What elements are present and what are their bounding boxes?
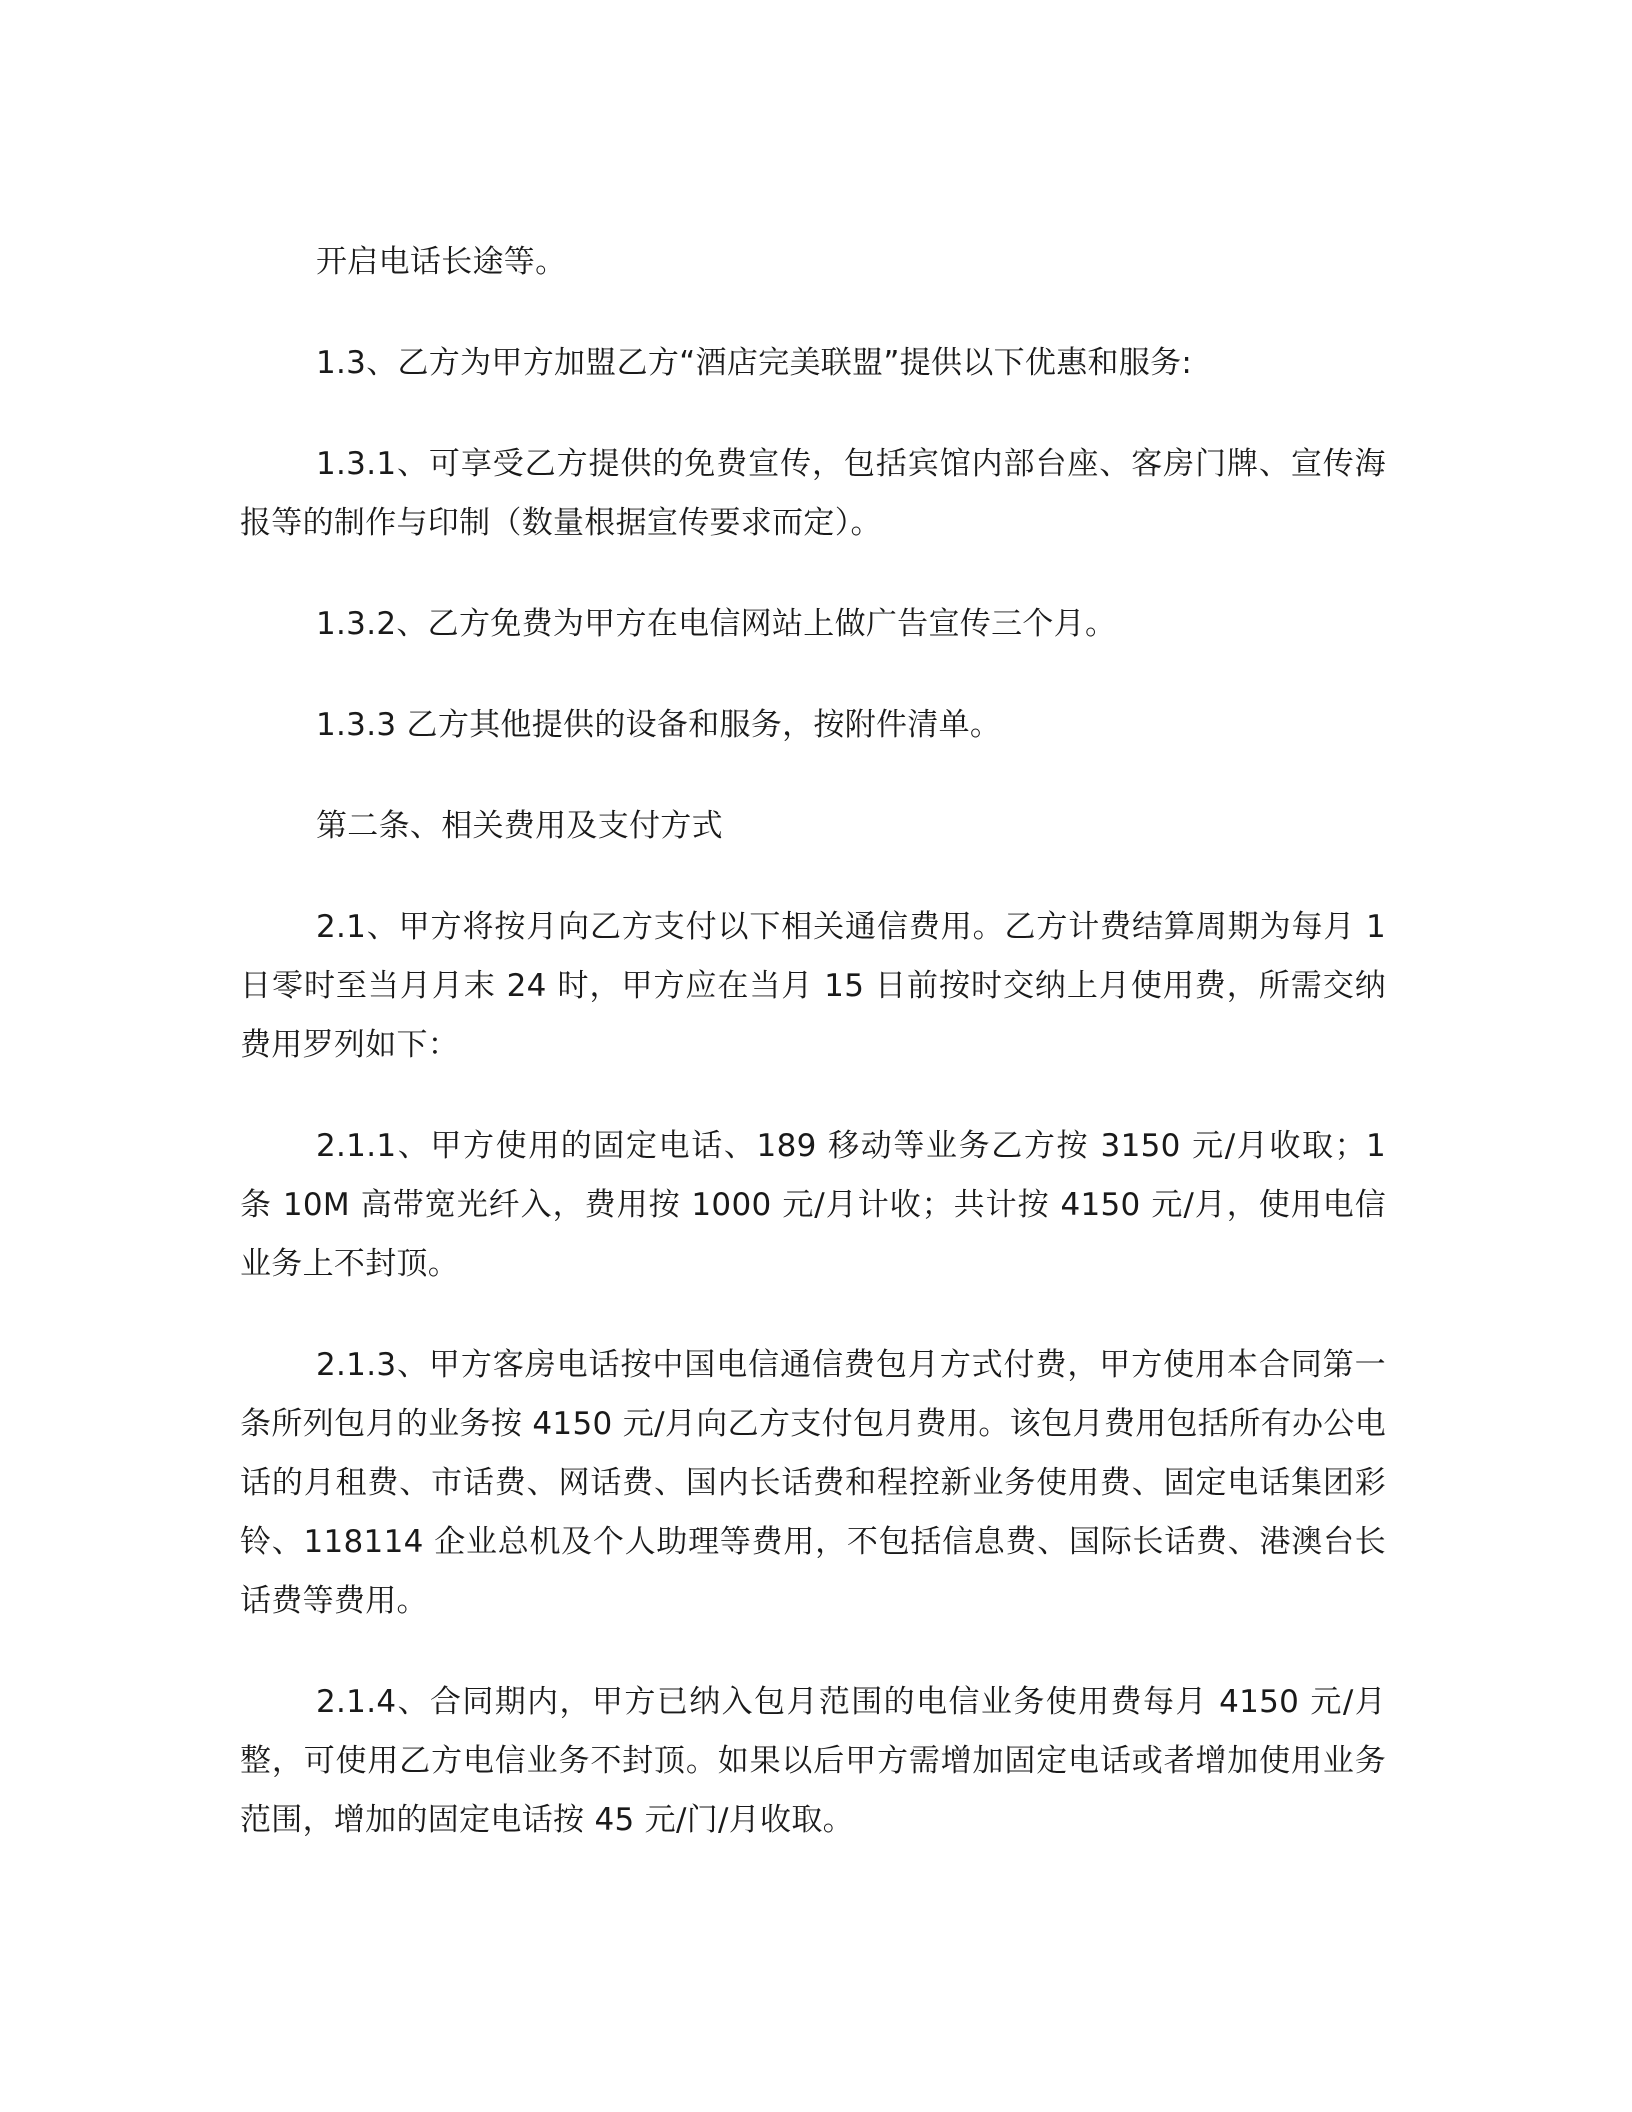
- paragraph-2-1-3: 2.1.3、甲方客房电话按中国电信通信费包月方式付费，甲方使用本合同第一条所列包月的业务按 4150 元/月向乙方支付包月费用。该包月费用包括所有办公电话的月租费、市话费、网话费、国内长话费和程控新业务使用费、固定电话集团彩铃、118114 企业总机及个人助理等费用，不包括信息费、国际长话费、港澳台长话费等费用。: [240, 1347, 1386, 1619]
- paragraph-2-1-4: 2.1.4、合同期内，甲方已纳入包月范围的电信业务使用费每月 4150 元/月整，可使用乙方电信业务不封顶。如果以后甲方需增加固定电话或者增加使用业务范围，增加的固定电话按 45 元/门/月收取。: [240, 1684, 1386, 1838]
- paragraph-1-2-continuation: 开启电话长途等。: [316, 244, 567, 280]
- paragraph-1-3: 1.3、乙方为甲方加盟乙方“酒店完美联盟”提供以下优惠和服务:: [316, 345, 1193, 381]
- section-heading-article-2: 第二条、相关费用及支付方式: [316, 808, 723, 844]
- paragraph-1-3-2: 1.3.2、乙方免费为甲方在电信网站上做广告宣传三个月。: [316, 606, 1117, 642]
- paragraph-1-3-3: 1.3.3 乙方其他提供的设备和服务，按附件清单。: [316, 707, 1002, 743]
- paragraph-2-1-1: 2.1.1、甲方使用的固定电话、189 移动等业务乙方按 3150 元/月收取；1 条 10M 高带宽光纤入，费用按 1000 元/月计收；共计按 4150 元/月，使用电信业务上不封顶。: [240, 1128, 1386, 1282]
- paragraph-1-3-1: 1.3.1、可享受乙方提供的免费宣传，包括宾馆内部台座、客房门牌、宣传海报等的制作与印制（数量根据宣传要求而定）。: [240, 446, 1386, 541]
- document-body: [240, 233, 1386, 1850]
- paragraph-2-1: 2.1、甲方将按月向乙方支付以下相关通信费用。乙方计费结算周期为每月 1 日零时至当月月末 24 时，甲方应在当月 15 日前按时交纳上月使用费，所需交纳费用罗列如下：: [240, 909, 1386, 1063]
